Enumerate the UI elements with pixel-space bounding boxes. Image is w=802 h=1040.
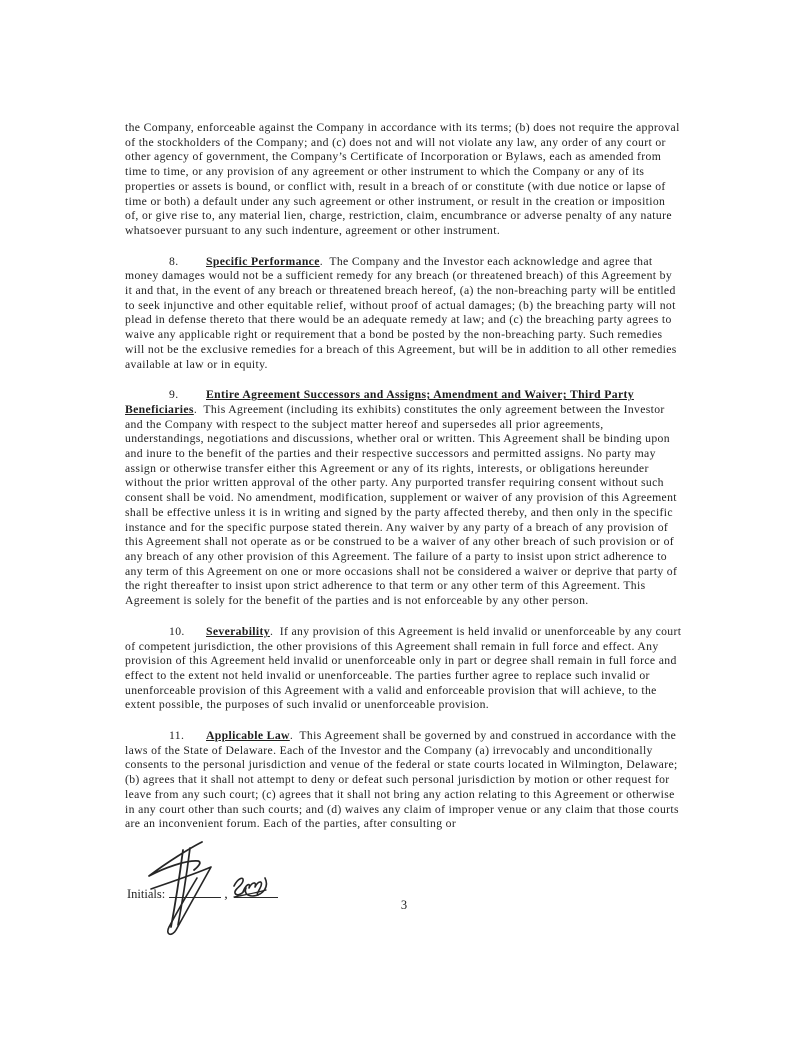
document-body — [125, 121, 682, 832]
paragraph: 8. Specific Performance. The Company and the Investor each acknowledge and agree that money damages would not be a sufficient remedy for any breach (or threatened breach) of this Agreement by it and that, in the event of any breach or threatened breach hereof, (a) the non-breaching party will be entitled to seek injunctive and other equitable relief, without proof of actual damages; (b) the breaching party will not plead in defense thereto that there would be an adequate remedy at law; and (c) the breaching party agrees to waive any applicable right or requirement that a bond be posted by the non-breaching party. Such remedies will not be the exclusive remedies for a breach of this Agreement, but will be in addition to all other remedies available at law or in equity. — [125, 254, 677, 371]
paragraph: 9. Entire Agreement Successors and Assigns; Amendment and Waiver; Third Party Beneficiaries. This Agreement (including its exhibits) constitutes the only agreement between the Investor and the Company with respect to the subject matter hereof and supersedes all prior agreements, understandings, negotiations and discussions, whether oral or written. This Agreement shall be binding upon and inure to the benefit of the parties and their respective successors and permitted assigns. No party may assign or otherwise transfer either this Agreement or any of its rights, interests, or obligations hereunder without the prior written approval of the other party. Any purported transfer requiring consent without such consent shall be void. No amendment, modification, supplement or waiver of any provision of this Agreement shall be effective unless it is in writing and signed by the party affected thereby, and then only in the specific instance and for the specific purpose stated therein. Any waiver by any party of a breach of any provision of this Agreement shall not operate as or be construed to be a waiver of any other breach of such provision or of any breach of any other provision of this Agreement. The failure of a party to insist upon strict adherence to any term of this Agreement on one or more occasions shall not be considered a waiver or deprive that party of the right thereafter to insist upon strict adherence to that term or any other term of this Agreement. This Agreement is solely for the benefit of the parties and is not enforceable by any other person. — [125, 388, 678, 608]
paragraph-number: 9. — [169, 388, 179, 402]
paragraph: the Company, enforceable against the Company in accordance with its terms; (b) does not require the approval of the stockholders of the Company; and (c) does not and will not violate any law, any order of any court or other agency of government, the Company’s Certificate of Incorporation or Bylaws, each as amended from time to time, or any provision of any agreement or other instrument to which the Company or any of its properties or assets is bound, or conflict with, result in a breach of or constitute (with due notice or lapse of time or both) a default under any such agreement or other instrument, or result in the creation or imposition of, or give rise to, any material lien, charge, restriction, claim, encumbrance or adverse penalty of any nature whatsoever pursuant to any such indenture, agreement or other instrument. — [125, 121, 680, 237]
initials-label: Initials: — [127, 887, 166, 901]
paragraph-heading: Severability — [206, 624, 270, 638]
initials-blank-2 — [234, 884, 278, 898]
paragraph-heading: Applicable Law — [206, 729, 290, 743]
paragraph: 11. Applicable Law. This Agreement shall be governed by and construed in accordance with the laws of the State of Delaware. Each of the Investor and the Company (a) irrevocably and unconditionally consents to the personal jurisdiction and venue of the federal or state courts located in Wilmington, Delaware; (b) agrees that it shall not attempt to deny or defeat such personal jurisdiction by motion or other request for leave from any such court; (c) agrees that it shall not bring any action relating to this Agreement or otherwise in any court other than such courts; and (d) waives any claim of improper venue or any claim that those courts are an inconvenient forum. Each of the parties, after consulting or — [125, 729, 679, 831]
paragraph-heading: Specific Performance — [206, 254, 320, 268]
paragraph-number: 11. — [169, 729, 185, 743]
paragraph: 10. Severability. If any provision of this Agreement is held invalid or unenforceable by any court of competent jurisdiction, the other provisions of this Agreement shall remain in full force and effect. Any provision of this Agreement held invalid or unenforceable only in part or degree shall remain in full force and effect to the extent not held invalid or unenforceable. The parties further agree to replace such invalid or unenforceable provision of this Agreement with a valid and enforceable provision that will achieve, to the extent possible, the purposes of such invalid or unenforceable provision. — [125, 624, 682, 712]
initials-row — [127, 884, 278, 904]
initials-separator: , — [224, 887, 228, 902]
page-number: 3 — [400, 898, 408, 912]
paragraph-heading: Entire Agreement Successors and Assigns; Amendment and Waiver; Third Party Beneficiaries — [125, 388, 634, 416]
paragraph-number: 10. — [169, 624, 185, 638]
initials-blank-1 — [169, 884, 221, 898]
paragraph-number: 8. — [169, 254, 179, 268]
